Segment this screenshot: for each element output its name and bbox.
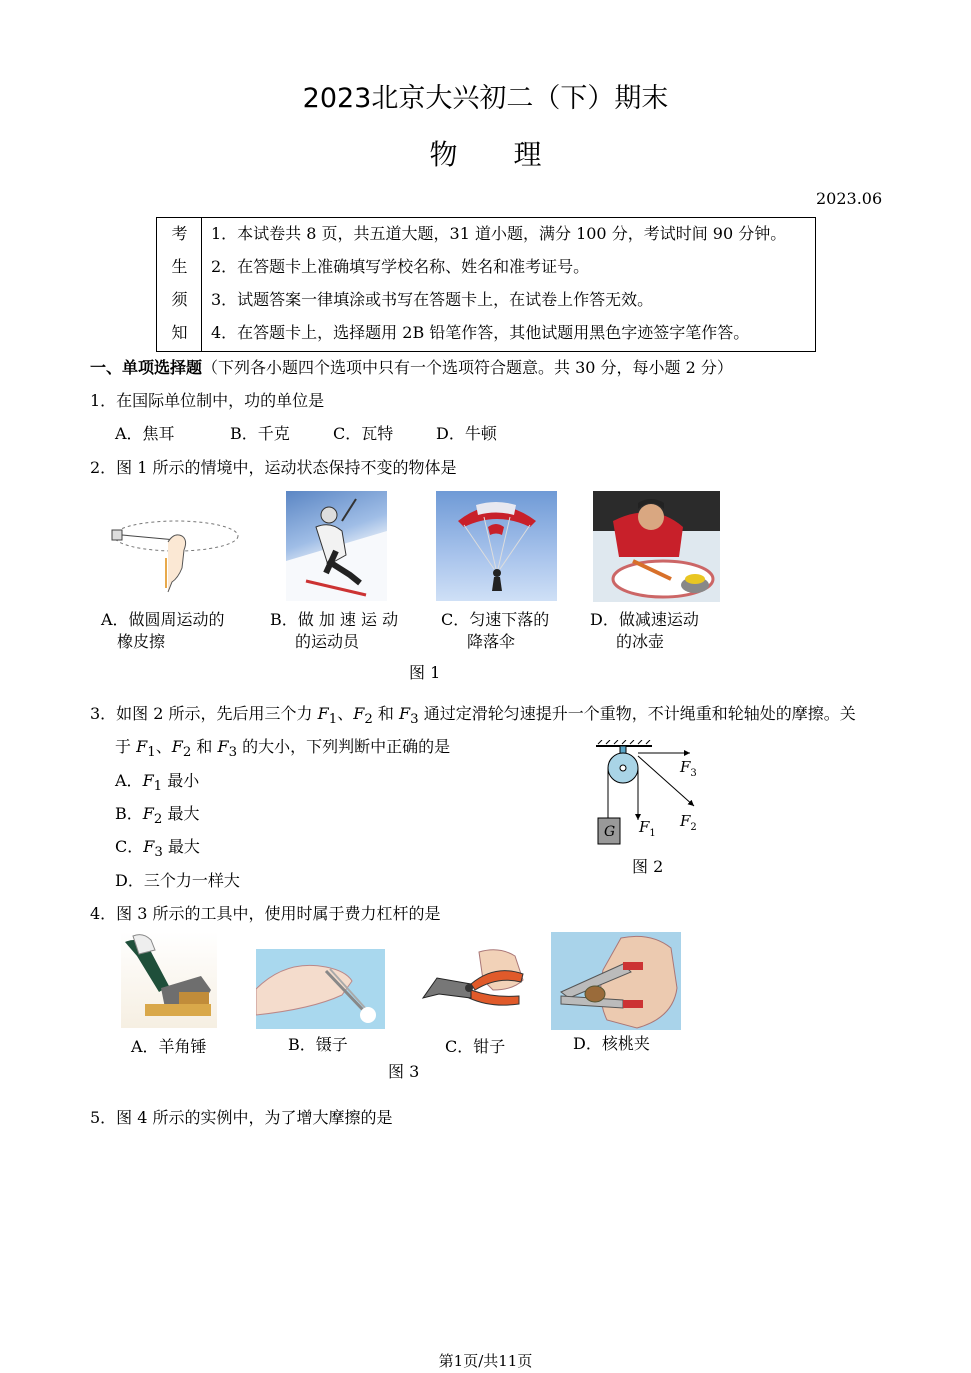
force-subscript: 3 xyxy=(410,712,419,728)
nutcracker-image xyxy=(551,932,681,1030)
caption-line: 橡皮擦 xyxy=(117,632,166,651)
fig1-caption-d xyxy=(590,609,699,653)
option-prefix: A． xyxy=(115,771,143,790)
option-text: 最大 xyxy=(162,837,200,856)
q3-text: 3．如图 2 所示，先后用三个力 xyxy=(90,704,318,723)
notice-line: 1．本试卷共 8 页，共五道大题，31 道小题，满分 100 分，考试时间 90 分钟。 xyxy=(211,224,787,243)
figure-3-label: 图 3 xyxy=(388,1062,420,1081)
pulley-diagram xyxy=(590,740,705,850)
force-subscript: 2 xyxy=(364,712,373,728)
q3-text: 、 xyxy=(155,737,172,756)
figure-2-label: 图 2 xyxy=(632,857,664,876)
q3-text: 和 xyxy=(191,737,218,756)
option-prefix: B． xyxy=(115,804,143,823)
caption-line: A．做圆周运动的 xyxy=(101,610,225,629)
fig1-caption-c xyxy=(441,609,549,653)
eraser-circular-motion-image xyxy=(108,508,243,593)
caption-line: C．匀速下落的 xyxy=(441,610,550,629)
subject-title: 物 理 xyxy=(429,138,542,171)
q1-option-c[interactable]: C．瓦特 xyxy=(333,424,394,443)
pliers-image xyxy=(419,944,530,1024)
force-symbol: F xyxy=(136,737,148,756)
caption-line: D．做减速运动 xyxy=(590,610,699,629)
fig3-caption-c: C．钳子 xyxy=(445,1037,506,1056)
notice-label-char: 须 xyxy=(171,290,188,309)
force-subscript: 1 xyxy=(328,712,338,728)
f2-label: $F_2$ xyxy=(680,812,697,833)
q3-option-c[interactable] xyxy=(115,834,200,860)
caption-line: 的冰壶 xyxy=(616,632,665,651)
notice-table xyxy=(156,217,816,352)
force-subscript: 3 xyxy=(154,845,163,861)
claw-hammer-image xyxy=(121,932,217,1028)
f3-label: $F_3$ xyxy=(680,758,697,779)
notice-label-column xyxy=(157,218,202,351)
notice-line: 2．在答题卡上准确填写学校名称、姓名和准考证号。 xyxy=(211,257,590,276)
q3-option-d[interactable]: D．三个力一样大 xyxy=(115,871,240,890)
force-symbol: F xyxy=(142,804,154,823)
q1-option-b[interactable]: B．千克 xyxy=(230,424,290,443)
notice-label-char: 考 xyxy=(171,224,188,243)
q3-option-a[interactable] xyxy=(115,768,199,794)
force-symbol: F xyxy=(217,737,229,756)
fig3-caption-a: A．羊角锤 xyxy=(131,1037,207,1056)
parachute-image xyxy=(436,491,557,601)
force-symbol: F xyxy=(142,771,154,790)
q3-text: 的大小，下列判断中正确的是 xyxy=(237,737,451,756)
option-text: 最大 xyxy=(162,804,200,823)
q3-text: 和 xyxy=(372,704,400,723)
fig1-caption-b xyxy=(270,609,398,653)
weight-label: G xyxy=(604,824,616,840)
question-3-stem-line2 xyxy=(115,734,450,760)
caption-line: 的运动员 xyxy=(295,632,360,651)
fig1-caption-a xyxy=(101,609,225,653)
q1-option-a[interactable]: A．焦耳 xyxy=(115,424,175,443)
page-number: 第1页/共11页 xyxy=(438,1352,533,1370)
q3-text: 通过定滑轮匀速提升一个重物，不计绳重和轮轴处的摩擦。关 xyxy=(418,704,856,723)
option-text: 最小 xyxy=(162,771,200,790)
notice-label-char: 知 xyxy=(171,323,188,342)
question-5-stem: 5．图 4 所示的实例中，为了增大摩擦的是 xyxy=(90,1108,393,1127)
caption-line: B．做 加 速 运 动 xyxy=(270,610,399,629)
notice-line: 4．在答题卡上，选择题用 2B 铅笔作答，其他试题用黑色字迹签字笔作答。 xyxy=(211,323,750,342)
q3-text: 、 xyxy=(337,704,354,723)
curling-image xyxy=(593,491,720,602)
question-2-stem: 2．图 1 所示的情境中，运动状态保持不变的物体是 xyxy=(90,458,457,477)
question-1-stem: 1．在国际单位制中，功的单位是 xyxy=(90,391,325,410)
fig3-caption-b: B．镊子 xyxy=(288,1035,348,1054)
q3-option-b[interactable] xyxy=(115,801,199,827)
exam-title: 2023北京大兴初二（下）期末 xyxy=(302,83,669,114)
notice-line: 3．试题答案一律填涂或书写在答题卡上，在试卷上作答无效。 xyxy=(211,290,654,309)
force-subscript: 2 xyxy=(182,745,192,761)
force-symbol: F xyxy=(399,704,411,723)
section-heading xyxy=(90,355,733,378)
fig3-caption-d: D．核桃夹 xyxy=(573,1034,650,1053)
q1-option-d[interactable]: D．牛顿 xyxy=(436,424,497,443)
section-title: 一、单项选择题 xyxy=(90,358,203,377)
force-subscript: 3 xyxy=(228,745,238,761)
caption-line: 降落伞 xyxy=(467,632,516,651)
skier-image xyxy=(286,491,387,601)
force-symbol: F xyxy=(143,837,155,856)
question-3-stem-line1 xyxy=(90,701,856,727)
q3-text: 于 xyxy=(115,737,137,756)
notice-label-char: 生 xyxy=(171,257,188,276)
option-prefix: C． xyxy=(115,837,144,856)
force-symbol: F xyxy=(317,704,329,723)
exam-date: 2023.06 xyxy=(816,189,883,208)
force-symbol: F xyxy=(353,704,365,723)
f1-label: $F_1$ xyxy=(639,818,656,839)
force-subscript: 2 xyxy=(153,812,163,828)
question-4-stem: 4．图 3 所示的工具中，使用时属于费力杠杆的是 xyxy=(90,904,441,923)
tweezers-image xyxy=(256,949,385,1029)
force-subscript: 1 xyxy=(153,779,163,795)
force-subscript: 1 xyxy=(147,745,156,761)
section-note: （下列各小题四个选项中只有一个选项符合题意。共 30 分，每小题 2 分） xyxy=(202,358,733,377)
force-symbol: F xyxy=(171,737,183,756)
figure-1-label: 图 1 xyxy=(409,663,441,682)
